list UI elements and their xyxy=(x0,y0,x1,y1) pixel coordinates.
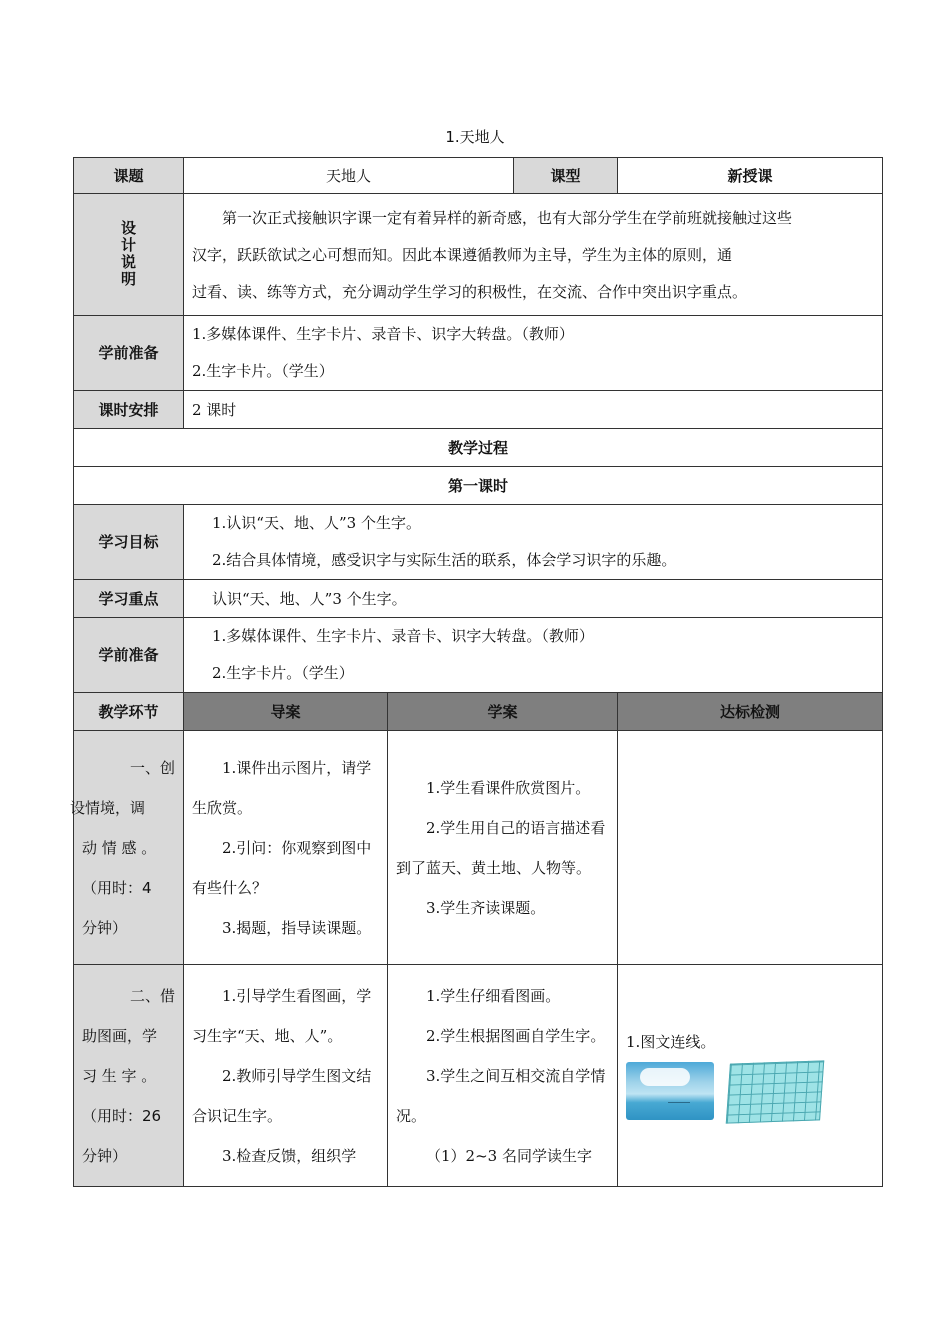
study-item: 3.学生之间互相交流自学情况。 xyxy=(396,1066,606,1125)
stage1-guide xyxy=(184,731,388,965)
col-stage: 教学环节 xyxy=(74,693,184,731)
stage-line: 二、借 xyxy=(129,986,175,1005)
prep-row xyxy=(74,316,883,391)
prep2-line: 2.生字卡片。（学生） xyxy=(212,664,354,682)
prep2-line: 1.多媒体课件、生字卡片、录音卡、识字大转盘。（教师） xyxy=(212,627,594,645)
stage2-guide xyxy=(184,965,388,1187)
prep2-row xyxy=(74,618,883,693)
sky-sea-picture xyxy=(626,1062,714,1120)
prep-line: 2.生字卡片。（学生） xyxy=(192,362,334,380)
stage-line: 一、创 xyxy=(129,758,175,777)
lesson-title: 第一课时 xyxy=(74,467,883,505)
prep-line: 1.多媒体课件、生字卡片、录音卡、识字大转盘。（教师） xyxy=(192,325,574,343)
prep2-text xyxy=(184,618,883,693)
topic-label: 课题 xyxy=(74,158,184,194)
goal-line: 2.结合具体情境，感受识字与实际生活的联系，体会学习识字的乐趣。 xyxy=(212,551,677,569)
guide-item: 1.课件出示图片，请学生欣赏。 xyxy=(192,758,372,817)
design-line: 第一次正式接触识字课一定有着异样的新奇感，也有大部分学生在学前班就接触过这些 xyxy=(222,208,793,227)
stage-line: （用时：26 xyxy=(82,1106,162,1125)
lesson-row xyxy=(74,467,883,505)
prep-label: 学前准备 xyxy=(74,316,184,391)
schedule-label: 课时安排 xyxy=(74,391,184,429)
stage-line: 助图画，学 xyxy=(82,1026,158,1045)
study-item: 3.学生齐读课题。 xyxy=(426,898,546,917)
earth-grid-picture xyxy=(726,1060,824,1123)
stage-line: 分钟） xyxy=(82,1146,128,1165)
design-line: 汉字，跃跃欲试之心可想而知。因此本课遵循教师为主导，学生为主体的原则，通 xyxy=(192,245,733,264)
type-value: 新授课 xyxy=(618,158,883,194)
focus-label: 学习重点 xyxy=(74,580,184,618)
study-item: （1）2~3 名同学读生字 xyxy=(426,1146,592,1165)
design-line: 过看、读、练等方式，充分调动学生学习的积极性，在交流、合作中突出识字重点。 xyxy=(192,282,748,301)
design-label-cell xyxy=(74,194,184,316)
stage1-study xyxy=(388,731,618,965)
guide-item: 3.揭题，指导读课题。 xyxy=(222,918,372,937)
stage2-label xyxy=(74,965,184,1187)
goals-text xyxy=(184,505,883,580)
stage-line: （用时：4 xyxy=(82,878,152,897)
check-images xyxy=(626,1062,874,1122)
study-item: 1.学生看课件欣赏图片。 xyxy=(426,778,591,797)
design-row xyxy=(74,194,883,316)
col-check: 达标检测 xyxy=(618,693,883,731)
guide-item: 1.引导学生看图画，学习生字“天、地、人”。 xyxy=(192,986,372,1045)
goals-row xyxy=(74,505,883,580)
study-item: 2.学生用自己的语言描述看到了蓝天、黄土地、人物等。 xyxy=(396,818,606,877)
stage-line: 动 情 感 。 xyxy=(82,838,157,857)
prep-text xyxy=(184,316,883,391)
process-title: 教学过程 xyxy=(74,429,883,467)
stage1-label xyxy=(70,731,184,965)
stage1-check xyxy=(618,731,883,965)
schedule-row xyxy=(74,391,883,429)
col-guide: 导案 xyxy=(184,693,388,731)
lesson-plan-table xyxy=(70,157,883,1187)
study-item: 1.学生仔细看图画。 xyxy=(426,986,561,1005)
stage-line: 分钟） xyxy=(82,918,128,937)
focus-row xyxy=(74,580,883,618)
design-label: 设计说明 xyxy=(120,219,136,288)
goals-label: 学习目标 xyxy=(74,505,184,580)
study-item: 2.学生根据图画自学生字。 xyxy=(426,1026,606,1045)
design-text xyxy=(184,194,883,316)
col-study: 学案 xyxy=(388,693,618,731)
process-row xyxy=(74,429,883,467)
stage2-row xyxy=(74,965,883,1187)
stage1-row xyxy=(74,731,883,965)
guide-item: 2.教师引导学生图文结合识记生字。 xyxy=(192,1066,372,1125)
stage-line: 设情境，调 xyxy=(70,798,146,817)
type-label: 课型 xyxy=(514,158,618,194)
schedule-value: 2 课时 xyxy=(184,391,883,429)
stage2-study xyxy=(388,965,618,1187)
check-item: 1.图文连线。 xyxy=(626,1032,716,1051)
guide-item: 3.检查反馈，组织学 xyxy=(222,1146,357,1165)
prep2-label: 学前准备 xyxy=(74,618,184,693)
stage2-check xyxy=(618,965,883,1187)
document-title: 1.天地人 xyxy=(445,128,505,146)
focus-value: 认识“天、地、人”3 个生字。 xyxy=(184,580,883,618)
stage-line: 习 生 字 。 xyxy=(82,1066,157,1085)
goal-line: 1.认识“天、地、人”3 个生字。 xyxy=(212,514,421,532)
columns-row xyxy=(74,693,883,731)
header-row xyxy=(74,158,883,194)
topic-value: 天地人 xyxy=(184,158,514,194)
guide-item: 2.引问：你观察到图中有些什么？ xyxy=(192,838,372,897)
